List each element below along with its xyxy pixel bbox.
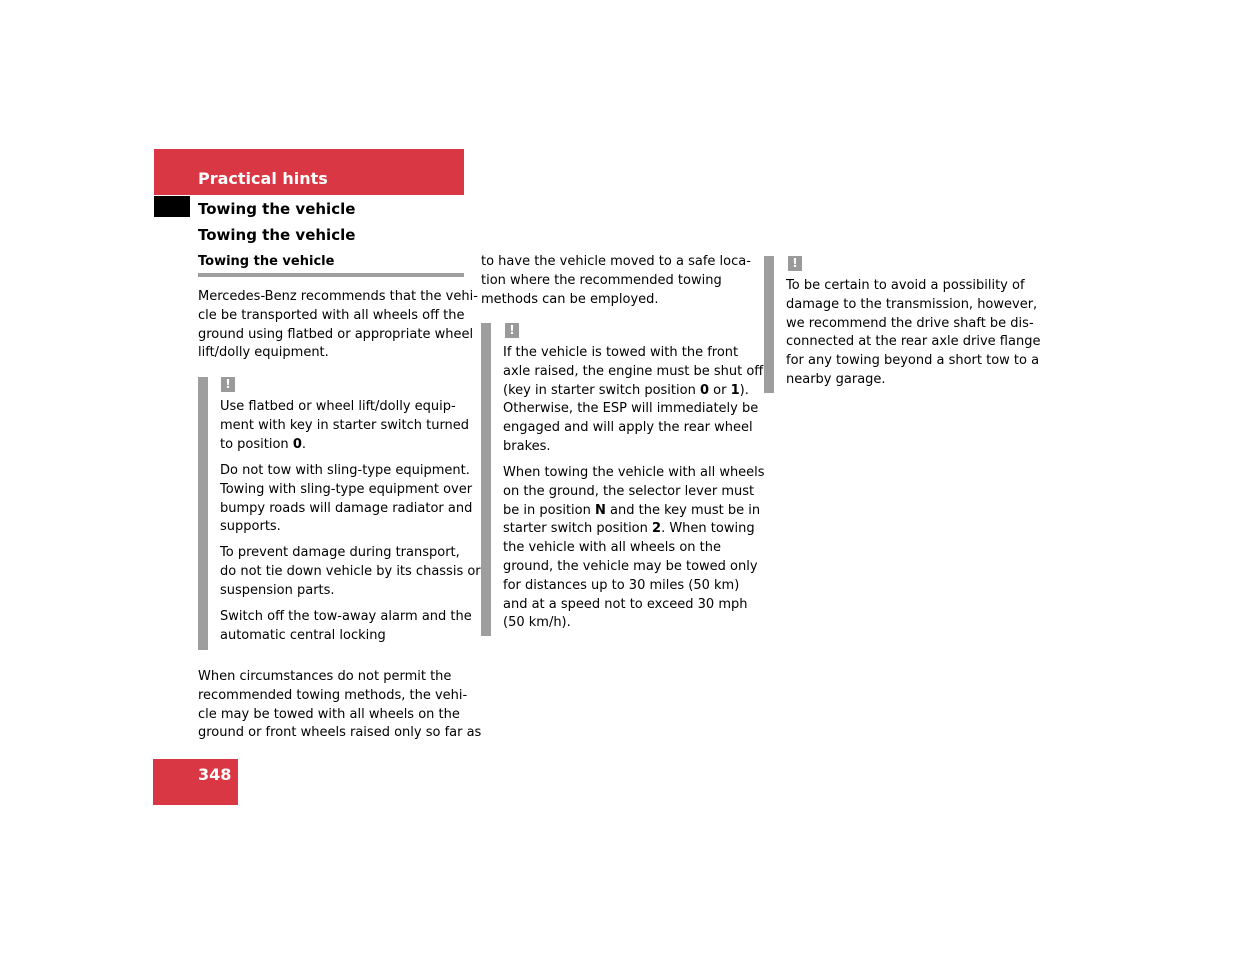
subtitle-level-1: Towing the vehicle xyxy=(198,200,356,218)
warning-paragraph: Do not tow with sling-type equipment. Towing with sling-type equipment over bumpy roads will damage radiator and supports. xyxy=(220,463,473,535)
warning-icon: ! xyxy=(788,256,802,271)
warning-icon: ! xyxy=(221,377,235,392)
subtitle-level-2: Towing the vehicle xyxy=(198,226,356,244)
warning-paragraph: To prevent damage during transport, do not tie down vehicle by its chassis or suspension parts. xyxy=(220,545,481,598)
warning-paragraph: If the vehicle is towed with the front axle raised, the engine must be shut off (key in starter switch position 0 or 1). Otherwise, the ESP will immediately be engaged and will apply the rear wheel brakes. xyxy=(503,345,764,454)
warning-paragraph: Use flatbed or wheel lift/dolly equip- ment with key in starter switch turned to position 0. xyxy=(220,399,470,452)
warning-bar xyxy=(764,256,774,393)
body-paragraph: to have the vehicle moved to a safe loca- tion where the recommended towing methods can be employed. xyxy=(481,254,751,307)
warning-bar xyxy=(198,377,208,650)
warning-paragraph: Switch off the tow-away alarm and the automatic central locking xyxy=(220,609,472,643)
subtitle-level-3: Towing the vehicle xyxy=(198,254,335,269)
warning-paragraph: When towing the vehicle with all wheels on the ground, the selector lever must be in position N and the key must be in starter switch position 2. When towing the vehicle with all wheels on the ground, the vehicle may be towed only for distances up to 30 miles (50 km) and at a speed not to exceed 30 mph (50 km/h). xyxy=(503,465,765,631)
heading-rule xyxy=(198,273,464,277)
warning-icon: ! xyxy=(505,323,519,338)
warning-paragraph: To be certain to avoid a possibility of damage to the transmission, however, we recommend the drive shaft be dis- connected at the rear axle drive flange for any towing beyond a short tow to a nearby garage. xyxy=(786,278,1041,387)
section-marker xyxy=(154,196,190,217)
section-title: Practical hints xyxy=(198,169,328,188)
intro-paragraph: Mercedes-Benz recommends that the vehi- cle be transported with all wheels off the ground using flatbed or appropriate wheel lift/dolly equipment. xyxy=(198,289,478,361)
body-paragraph: When circumstances do not permit the recommended towing methods, the vehi- cle may be towed with all wheels on the ground or front wheels raised only so far as xyxy=(198,669,482,741)
page-number: 348 xyxy=(198,765,232,784)
warning-bar xyxy=(481,323,491,636)
